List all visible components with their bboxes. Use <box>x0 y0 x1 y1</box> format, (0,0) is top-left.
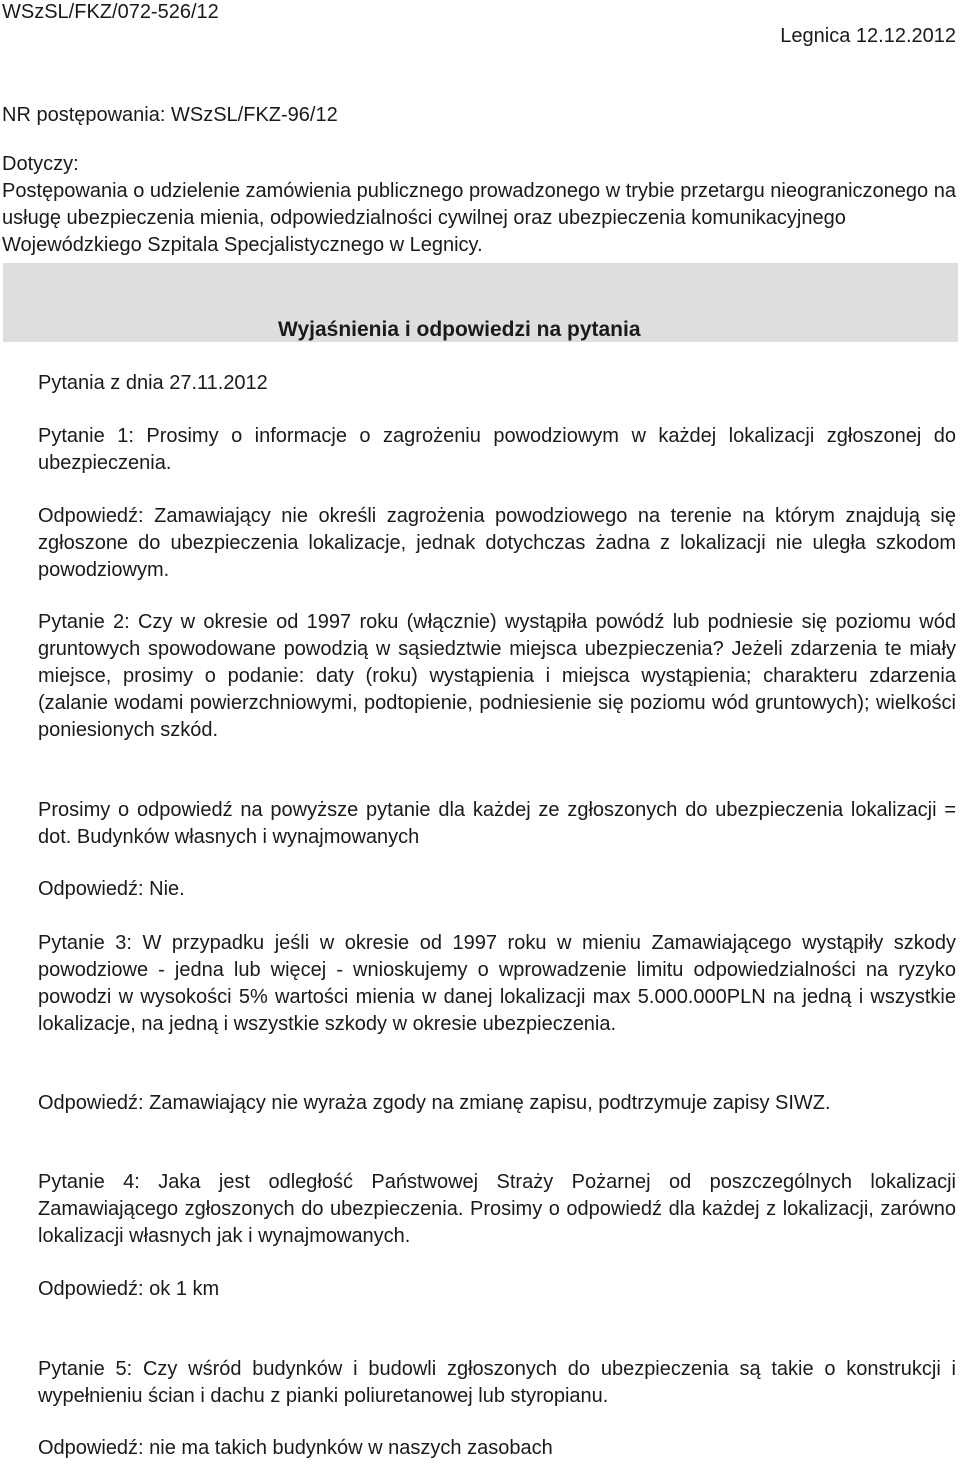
questions-date: Pytania z dnia 27.11.2012 <box>38 372 268 394</box>
subject-label: Dotyczy: <box>2 153 79 175</box>
question-2: Pytanie 2: Czy w okresie od 1997 roku (włącznie) wystąpiła powódź lub podniesie się poziomu wód gruntowych spowodowane powodzią w sąsiedztwie miejsca ubezpieczenia? Jeżeli zdarzenia te miały miejsce, prosimy o podanie: daty (roku) wystąpienia i miejsca wystąpienia; charakteru zdarzenia (zalanie wodami powierzchniowymi, podtopienie, podniesienie się poziomu wód gruntowych); wielkości poniesionych szkód. <box>38 611 956 741</box>
answer-4: Odpowiedź: ok 1 km <box>38 1278 220 1300</box>
question-4: Pytanie 4: Jaka jest odległość Państwowej Straży Pożarnej od poszczególnych lokalizacji Zamawiającego zgłoszonych do ubezpieczenia. Prosimy o odpowiedź dla każdej z lokalizacji, zarówno lokalizacji własnych jak i wynajmowanych. <box>38 1171 956 1247</box>
case-number: NR postępowania: WSzSL/FKZ-96/12 <box>2 104 338 126</box>
question-3: Pytanie 3: W przypadku jeśli w okresie od 1997 roku w mieniu Zamawiającego wystąpiły szkody powodziowe - jedna lub więcej - wnioskujemy o wprowadzenie limitu odpowiedzialności na ryzyko powodzi w wysokości 5% wartości mienia w danej lokalizacji max 5.000.000PLN na jedną i wszystkie lokalizacje, na jedną i wszystkie szkody w okresie ubezpieczenia. <box>38 932 956 1035</box>
question-5: Pytanie 5: Czy wśród budynków i budowli zgłoszonych do ubezpieczenia są takie o konstrukcji i wypełnieniu ścian i dachu z pianki poliuretanowej lub styropianu. <box>38 1358 956 1407</box>
question-1: Pytanie 1: Prosimy o informacje o zagrożeniu powodziowym w każdej lokalizacji zgłoszonej do ubezpieczenia. <box>38 425 956 474</box>
section-title: Wyjaśnienia i odpowiedzi na pytania <box>278 318 641 341</box>
place-and-date: Legnica 12.12.2012 <box>780 25 956 47</box>
answer-1: Odpowiedź: Zamawiający nie określi zagrożenia powodziowego na terenie na którym znajdują się zgłoszone do ubezpieczenia lokalizacje, jednak dotychczas żadna z lokalizacji nie uległa szkodom powodziowym. <box>38 505 956 581</box>
answer-5: Odpowiedź: nie ma takich budynków w naszych zasobach <box>38 1437 553 1459</box>
answer-2: Odpowiedź: Nie. <box>38 878 185 900</box>
subject-text: Postępowania o udzielenie zamówienia publicznego prowadzonego w trybie przetargu nieograniczonego na usługę ubezpieczenia mienia, odpowiedzialności cywilnej oraz ubezpieczenia komunikacyjnego Wojewódzkiego Szpitala Specjalistycznego w Legnicy. <box>2 180 956 256</box>
question-2-followup: Prosimy o odpowiedź na powyższe pytanie dla każdej ze zgłoszonych do ubezpieczenia lokalizacji = dot. Budynków własnych i wynajmowanych <box>38 799 956 848</box>
document-reference: WSzSL/FKZ/072-526/12 <box>2 1 219 23</box>
answer-3: Odpowiedź: Zamawiający nie wyraża zgody na zmianę zapisu, podtrzymuje zapisy SIWZ. <box>38 1092 831 1114</box>
